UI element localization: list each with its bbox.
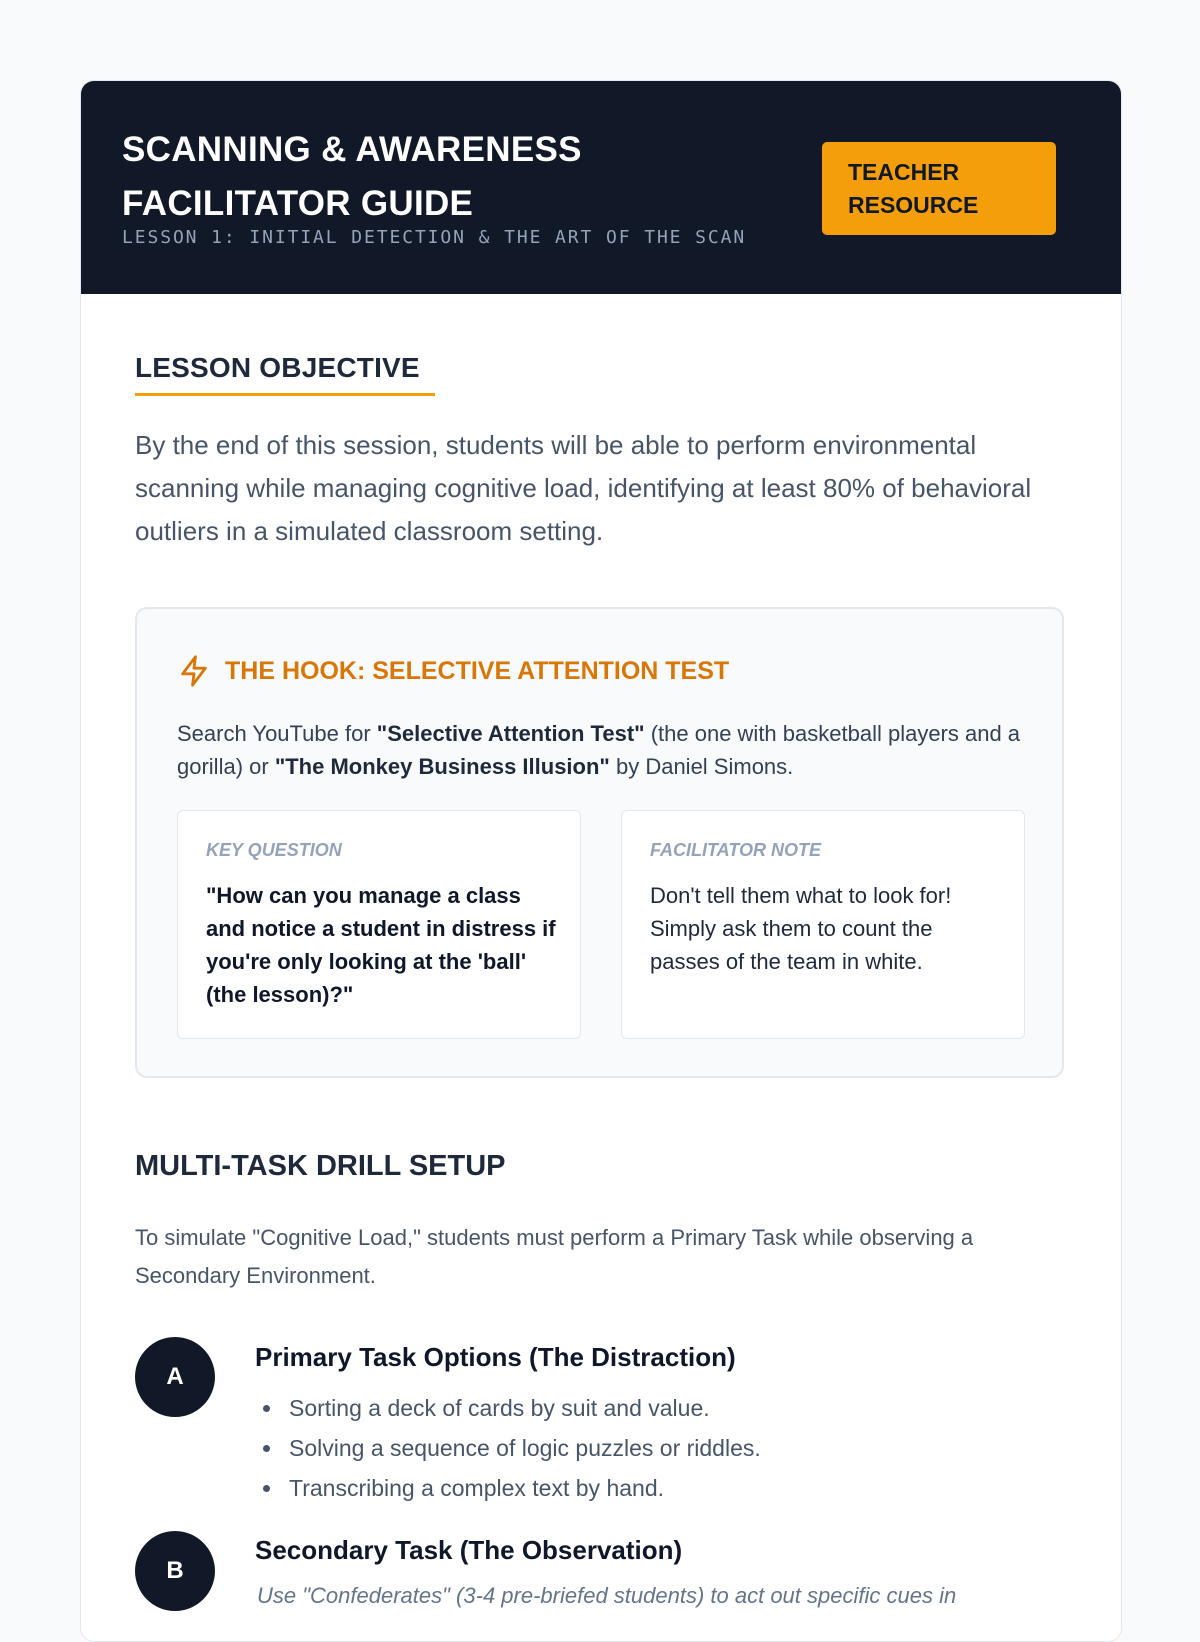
step-b-text: Use "Confederates" (3-4 pre-briefed students) to act out specific cues in: [257, 1583, 957, 1608]
step-a-title: Primary Task Options (The Distraction): [255, 1342, 736, 1372]
hook-text-part-2: (the one with basketball players and a gorilla) or: [177, 721, 1021, 779]
facilitator-note-text: Don't tell them what to look for! Simply ask them to count the passes of the team in white.: [650, 883, 952, 974]
list-item: Transcribing a complex text by hand.: [255, 1468, 761, 1508]
key-question-label: KEY QUESTION: [206, 840, 342, 860]
step-a-list: [255, 1388, 761, 1508]
hook-title: THE HOOK: SELECTIVE ATTENTION TEST: [225, 657, 730, 685]
lesson-subtitle: LESSON 1: INITIAL DETECTION & THE ART OF THE SCAN: [122, 227, 747, 248]
hook-text-part-1: Search YouTube for: [177, 721, 377, 746]
list-item: Solving a sequence of logic puzzles or riddles.: [255, 1428, 761, 1468]
step-b-badge: B: [135, 1531, 215, 1611]
drill-heading: MULTI-TASK DRILL SETUP: [135, 1150, 506, 1182]
objective-text: By the end of this session, students will be able to perform environmental scanning while managing cognitive load, identifying at least 80% of behavioral outliers in a simulated classroom setting.: [135, 430, 1032, 546]
hook-text: [177, 717, 1027, 783]
teacher-resource-badge: [822, 142, 1056, 235]
badge-line-2: RESOURCE: [848, 192, 979, 218]
facilitator-note-card: [621, 810, 1025, 1039]
step-a-badge: A: [135, 1337, 215, 1417]
hook-text-bold-1: "Selective Attention Test": [376, 721, 645, 746]
title-line-1: SCANNING & AWARENESS: [122, 130, 582, 169]
title-line-2: FACILITATOR GUIDE: [122, 184, 474, 223]
objective-heading: LESSON OBJECTIVE: [135, 352, 420, 383]
key-question-card: [177, 810, 581, 1039]
facilitator-note-label: FACILITATOR NOTE: [650, 840, 821, 860]
badge-line-1: TEACHER: [848, 159, 960, 185]
list-item: Sorting a deck of cards by suit and value.: [255, 1388, 761, 1428]
hook-panel: [135, 607, 1064, 1078]
hook-text-bold-2: "The Monkey Business Illusion": [274, 754, 610, 779]
step-b-title: Secondary Task (The Observation): [255, 1535, 683, 1565]
hook-text-part-3: by Daniel Simons.: [609, 754, 794, 779]
key-question-text: "How can you manage a class and notice a student in distress if you're only looking at the 'ball' (the lesson)?": [206, 883, 556, 1007]
drill-intro-text: To simulate "Cognitive Load," students must perform a Primary Task while observing a Secondary Environment.: [135, 1225, 974, 1288]
guide-header: [81, 81, 1121, 294]
objective-heading-underline: [135, 393, 435, 396]
lightning-bolt-icon: [177, 654, 211, 688]
page-title: [122, 123, 822, 231]
